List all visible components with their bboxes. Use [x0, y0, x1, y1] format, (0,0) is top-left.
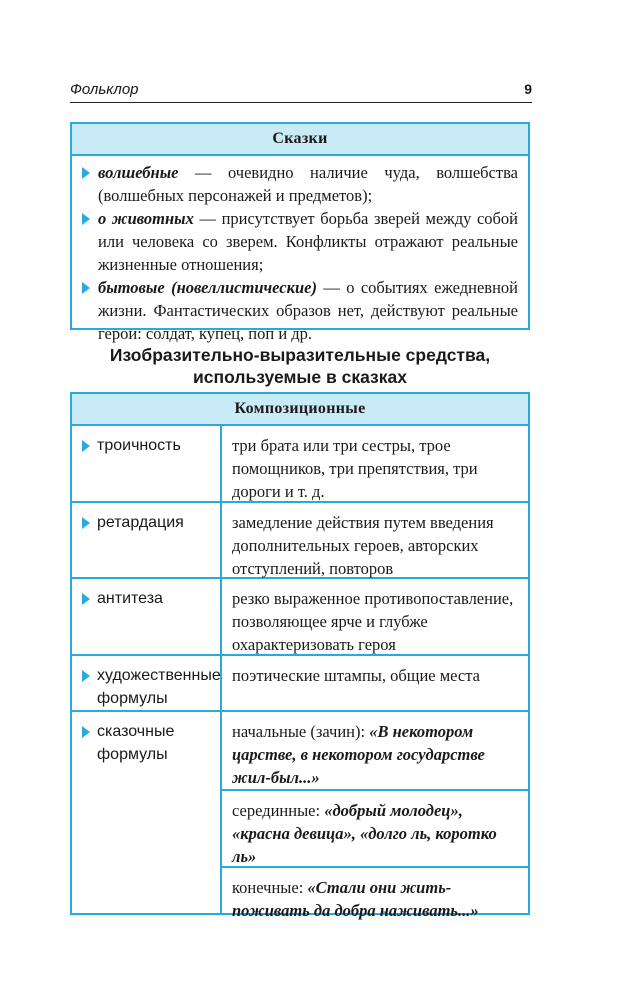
term-label: художественные формулы — [97, 667, 221, 707]
formula-label: серединные: — [232, 801, 325, 820]
tales-box-title: Сказки — [72, 124, 528, 156]
section-heading-line: используемые в сказках — [193, 367, 407, 387]
formula-quote: «добрый молодец», «красна девица», «долго ль, коротко ль» — [232, 801, 497, 866]
formula-subcell — [222, 712, 528, 789]
table-row — [72, 712, 528, 920]
term-label: троичность — [97, 437, 181, 454]
bullet-arrow-icon — [82, 517, 90, 529]
list-item-term: о животных — [98, 209, 194, 228]
table-row — [72, 579, 528, 656]
term-label: сказочные формулы — [97, 723, 175, 763]
description-cell: резко выраженное противопоставление, позволяющее ярче и глубже охарактеризовать героя — [232, 589, 514, 654]
section-heading — [70, 344, 530, 388]
term-cell — [72, 503, 220, 534]
composition-table-title: Композиционные — [72, 394, 528, 426]
section-heading-line: Изобразительно-выразительные средства, — [109, 345, 491, 365]
term-cell — [72, 656, 221, 710]
formula-label: начальные (зачин): — [232, 722, 370, 741]
formula-quote: «В некотором царстве, в некотором государстве жил-был...» — [232, 722, 485, 787]
table-row — [72, 503, 528, 579]
description-cell: замедление действия путем введения дополнительных героев, авторских отступлений, повторов — [232, 513, 494, 578]
page-number: 9 — [524, 81, 532, 97]
term-label: антитеза — [97, 590, 163, 607]
bullet-arrow-icon — [82, 282, 90, 294]
term-cell — [72, 426, 220, 457]
list-item-term: волшебные — [98, 163, 179, 182]
term-cell — [72, 712, 220, 766]
section-title: Фольклор — [70, 81, 139, 98]
formula-subcell — [222, 866, 528, 920]
running-head — [70, 80, 532, 103]
formula-quote: «Стали они жить-поживать да добра наживать...» — [232, 878, 479, 920]
table-row — [72, 656, 528, 712]
term-cell — [72, 579, 220, 610]
bullet-arrow-icon — [82, 726, 90, 738]
list-item — [84, 276, 518, 345]
description-cell: поэтические штампы, общие места — [232, 666, 480, 685]
list-item — [84, 161, 518, 207]
tales-box — [70, 122, 530, 343]
bullet-arrow-icon — [82, 440, 90, 452]
term-label: ретардация — [97, 514, 184, 531]
description-cell: три брата или три сестры, трое помощников, три препятствия, три дороги и т. д. — [232, 436, 478, 501]
list-item — [84, 207, 518, 276]
list-item-term: бытовые (новеллистические) — [98, 278, 317, 297]
list-item-text: — о событиях ежедневной жизни. Фантастических образов нет, действуют реальные герои: солдат, купец, поп и др. — [98, 278, 518, 343]
bullet-arrow-icon — [82, 593, 90, 605]
formula-subcell — [222, 789, 528, 866]
list-item-text: — очевидно наличие чуда, волшебства (волшебных персонажей и предметов); — [98, 163, 518, 205]
composition-table — [70, 392, 530, 920]
formula-label: конечные: — [232, 878, 308, 897]
bullet-arrow-icon — [82, 670, 90, 682]
bullet-arrow-icon — [82, 167, 90, 179]
bullet-arrow-icon — [82, 213, 90, 225]
list-item-text: — присутствует борьба зверей между собой или человека со зверем. Конфликты отражают реальные жизненные отношения; — [98, 209, 518, 274]
table-row — [72, 426, 528, 503]
